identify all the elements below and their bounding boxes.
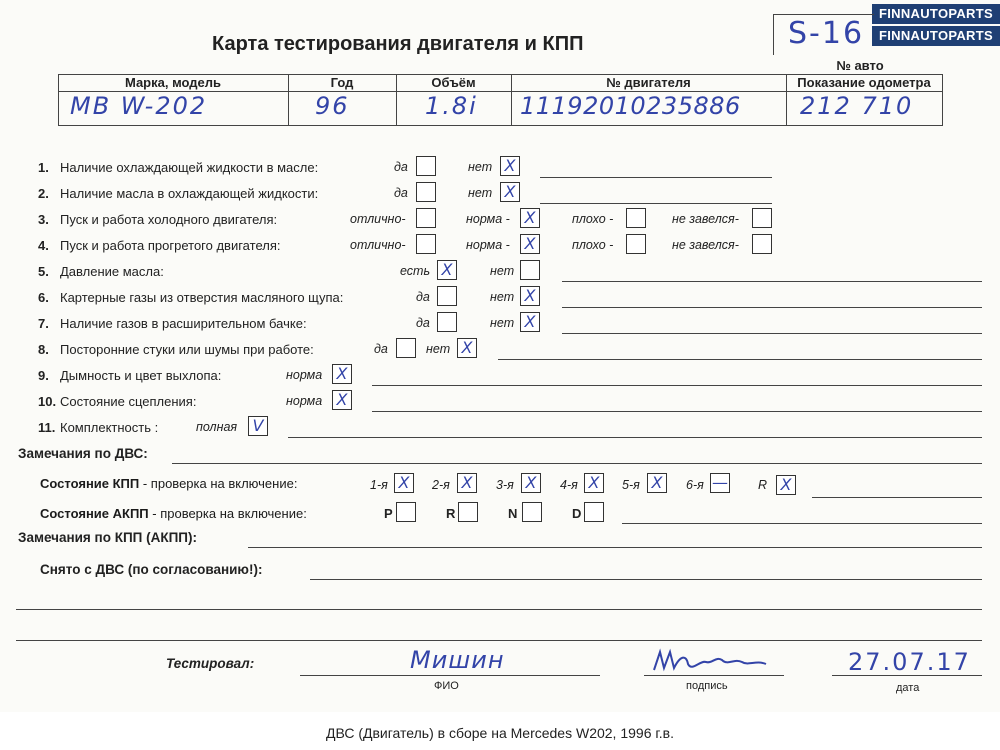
akpp-gear-p-label: P <box>384 506 393 521</box>
item-5-checkbox-present[interactable]: X <box>437 260 457 280</box>
fio-value: Мишин <box>410 646 505 674</box>
item-7-option-no: нет <box>490 316 515 330</box>
item-11-number: 11. <box>38 420 56 435</box>
item-5-option-present: есть <box>400 264 431 278</box>
akpp-gear-r-label: R <box>446 506 456 521</box>
item-3-option-no-start: не завелся- <box>672 212 739 226</box>
item-6-checkbox-no[interactable]: X <box>520 286 540 306</box>
kpp-gear-1-label: 1-я <box>370 478 388 492</box>
item-4-checkbox-excellent[interactable] <box>416 234 436 254</box>
form-title: Карта тестирования двигателя и КПП <box>212 33 584 55</box>
item-8-note-line <box>498 359 982 360</box>
removed-line-3 <box>16 640 982 641</box>
removed-line-1 <box>310 579 982 580</box>
kpp-remarks-label: Замечания по КПП (АКПП): <box>18 530 197 545</box>
removed-label: Снято с ДВС (по согласованию!): <box>40 562 263 577</box>
item-5-note-line <box>562 281 982 282</box>
item-11-note-line <box>288 437 982 438</box>
item-7-checkbox-yes[interactable] <box>437 312 457 332</box>
tested-label: Тестировал: <box>166 656 255 671</box>
item-4-option-normal: норма - <box>466 238 510 252</box>
item-5-checkbox-absent[interactable] <box>520 260 540 280</box>
image-caption: ДВС (Двигатель) в сборе на Mercedes W202, 1996 г.в. <box>326 725 674 741</box>
akpp-gear-p-checkbox[interactable] <box>396 502 416 522</box>
item-9-option-normal: норма <box>286 368 323 382</box>
item-7-option-yes: да <box>416 316 430 330</box>
item-4-checkbox-bad[interactable] <box>626 234 646 254</box>
item-1-checkbox-no[interactable]: X <box>500 156 520 176</box>
item-3-option-normal: норма - <box>466 212 510 226</box>
item-10-checkbox-normal[interactable]: X <box>332 390 352 410</box>
kpp-gear-3-label: 3-я <box>496 478 514 492</box>
item-1-number: 1. <box>38 160 49 175</box>
item-9-label: Дымность и цвет выхлопа: <box>60 368 222 383</box>
date-value: 27.07.17 <box>848 648 971 676</box>
item-7-label: Наличие газов в расширительном бачке: <box>60 316 307 331</box>
value-volume: 1.8i <box>425 92 478 120</box>
item-3-number: 3. <box>38 212 49 227</box>
item-6-option-yes: да <box>416 290 430 304</box>
kpp-gear-1-checkbox[interactable]: X <box>394 473 414 493</box>
kpp-gear-5-checkbox[interactable]: X <box>647 473 667 493</box>
signature-label: подпись <box>686 680 728 692</box>
kpp-gear-4-checkbox[interactable]: X <box>584 473 604 493</box>
item-9-checkbox-normal[interactable]: X <box>332 364 352 384</box>
akpp-gear-r-checkbox[interactable] <box>458 502 478 522</box>
item-2-checkbox-yes[interactable] <box>416 182 436 202</box>
item-2-label: Наличие масла в охлаждающей жидкости: <box>60 186 319 201</box>
date-label: дата <box>896 682 920 694</box>
item-4-checkbox-normal[interactable]: X <box>520 234 540 254</box>
item-3-option-bad: плохо - <box>572 212 614 226</box>
kpp-gear-6-label: 6-я <box>686 478 704 492</box>
kpp-label: Состояние КПП <box>40 476 140 491</box>
watermark-bottom: FINNAUTOPARTS <box>872 26 1000 46</box>
item-2-checkbox-no[interactable]: X <box>500 182 520 202</box>
kpp-remarks-line <box>248 547 982 548</box>
watermark-top: FINNAUTOPARTS <box>872 4 1000 24</box>
item-3-checkbox-bad[interactable] <box>626 208 646 228</box>
engine-remarks-line <box>172 463 982 464</box>
item-5-label: Давление масла: <box>60 264 164 279</box>
header-brand: Марка, модель <box>124 75 222 90</box>
item-7-number: 7. <box>38 316 49 331</box>
value-year: 96 <box>315 92 350 120</box>
item-11-checkbox-full[interactable]: V <box>248 416 268 436</box>
kpp-gear-4-label: 4-я <box>560 478 578 492</box>
item-11-option-full: полная <box>196 420 238 434</box>
kpp-gear-2-checkbox[interactable]: X <box>457 473 477 493</box>
value-engine-no: 11192010235886 <box>520 92 741 120</box>
item-1-option-no: нет <box>468 160 493 174</box>
item-2-option-yes: да <box>394 186 408 200</box>
item-11-label: Комплектность : <box>60 420 159 435</box>
no-avto-label: № авто <box>836 58 884 73</box>
item-8-option-no: нет <box>426 342 451 356</box>
fio-label: ФИО <box>434 680 459 692</box>
item-6-option-no: нет <box>490 290 515 304</box>
item-10-note-line <box>372 411 982 412</box>
item-5-number: 5. <box>38 264 49 279</box>
kpp-row-label <box>40 476 297 491</box>
value-brand: МВ W-202 <box>70 92 208 120</box>
item-4-checkbox-no-start[interactable] <box>752 234 772 254</box>
akpp-row-label <box>40 506 307 521</box>
item-6-note-line <box>562 307 982 308</box>
akpp-gear-d-checkbox[interactable] <box>584 502 604 522</box>
kpp-gear-2-label: 2-я <box>432 478 450 492</box>
item-9-number: 9. <box>38 368 49 383</box>
item-8-checkbox-yes[interactable] <box>396 338 416 358</box>
akpp-gear-n-label: N <box>508 506 518 521</box>
item-2-number: 2. <box>38 186 49 201</box>
item-3-option-excellent: отлично- <box>350 212 406 226</box>
header-engine-no: № двигателя <box>606 75 691 90</box>
header-volume: Объём <box>431 75 476 90</box>
item-8-label: Посторонние стуки или шумы при работе: <box>60 342 314 357</box>
item-7-checkbox-no[interactable]: X <box>520 312 540 332</box>
akpp-note-line <box>622 523 982 524</box>
item-6-checkbox-yes[interactable] <box>437 286 457 306</box>
kpp-gear-3-checkbox[interactable]: X <box>521 473 541 493</box>
value-odometer: 212 710 <box>800 92 914 120</box>
item-1-note-line <box>540 177 772 178</box>
kpp-gear-r-checkbox[interactable]: X <box>776 475 796 495</box>
signature-line <box>644 675 784 676</box>
item-8-number: 8. <box>38 342 49 357</box>
item-5-option-absent: нет <box>490 264 515 278</box>
kpp-gear-6-checkbox[interactable]: — <box>712 473 728 492</box>
header-year: Год <box>330 75 354 90</box>
signature-scribble <box>650 646 770 676</box>
item-3-label: Пуск и работа холодного двигателя: <box>60 212 278 227</box>
kpp-gear-5-label: 5-я <box>622 478 640 492</box>
akpp-label: Состояние АКПП <box>40 506 149 521</box>
item-4-option-no-start: не завелся- <box>672 238 739 252</box>
akpp-gear-n-checkbox[interactable] <box>522 502 542 522</box>
item-6-number: 6. <box>38 290 49 305</box>
removed-line-2 <box>16 609 982 610</box>
item-1-checkbox-yes[interactable] <box>416 156 436 176</box>
item-10-option-normal: норма <box>286 394 323 408</box>
stock-number-value: S-16 <box>788 16 865 51</box>
item-1-label: Наличие охлаждающей жидкости в масле: <box>60 160 319 175</box>
item-7-note-line <box>562 333 982 334</box>
item-4-label: Пуск и работа прогретого двигателя: <box>60 238 281 253</box>
kpp-suffix: - проверка на включение: <box>139 476 298 491</box>
kpp-gear-r-label: R <box>758 478 768 492</box>
item-3-checkbox-excellent[interactable] <box>416 208 436 228</box>
item-2-note-line <box>540 203 772 204</box>
item-4-option-bad: плохо - <box>572 238 614 252</box>
item-10-label: Состояние сцепления: <box>60 394 197 409</box>
item-8-option-yes: да <box>374 342 388 356</box>
item-10-number: 10. <box>38 394 57 409</box>
item-3-checkbox-no-start[interactable] <box>752 208 772 228</box>
item-4-number: 4. <box>38 238 49 253</box>
date-line <box>832 675 982 676</box>
kpp-note-line <box>812 497 982 498</box>
item-9-note-line <box>372 385 982 386</box>
item-6-label: Картерные газы из отверстия масляного щупа: <box>60 290 344 305</box>
item-2-option-no: нет <box>468 186 493 200</box>
header-odometer: Показание одометра <box>797 75 931 90</box>
item-8-checkbox-no[interactable]: X <box>457 338 477 358</box>
item-4-option-excellent: отлично- <box>350 238 406 252</box>
item-1-option-yes: да <box>394 160 408 174</box>
akpp-gear-d-label: D <box>572 506 582 521</box>
fio-line <box>300 675 600 676</box>
engine-remarks-label: Замечания по ДВС: <box>18 446 148 461</box>
akpp-suffix: - проверка на включение: <box>148 506 307 521</box>
item-3-checkbox-normal[interactable]: X <box>520 208 540 228</box>
